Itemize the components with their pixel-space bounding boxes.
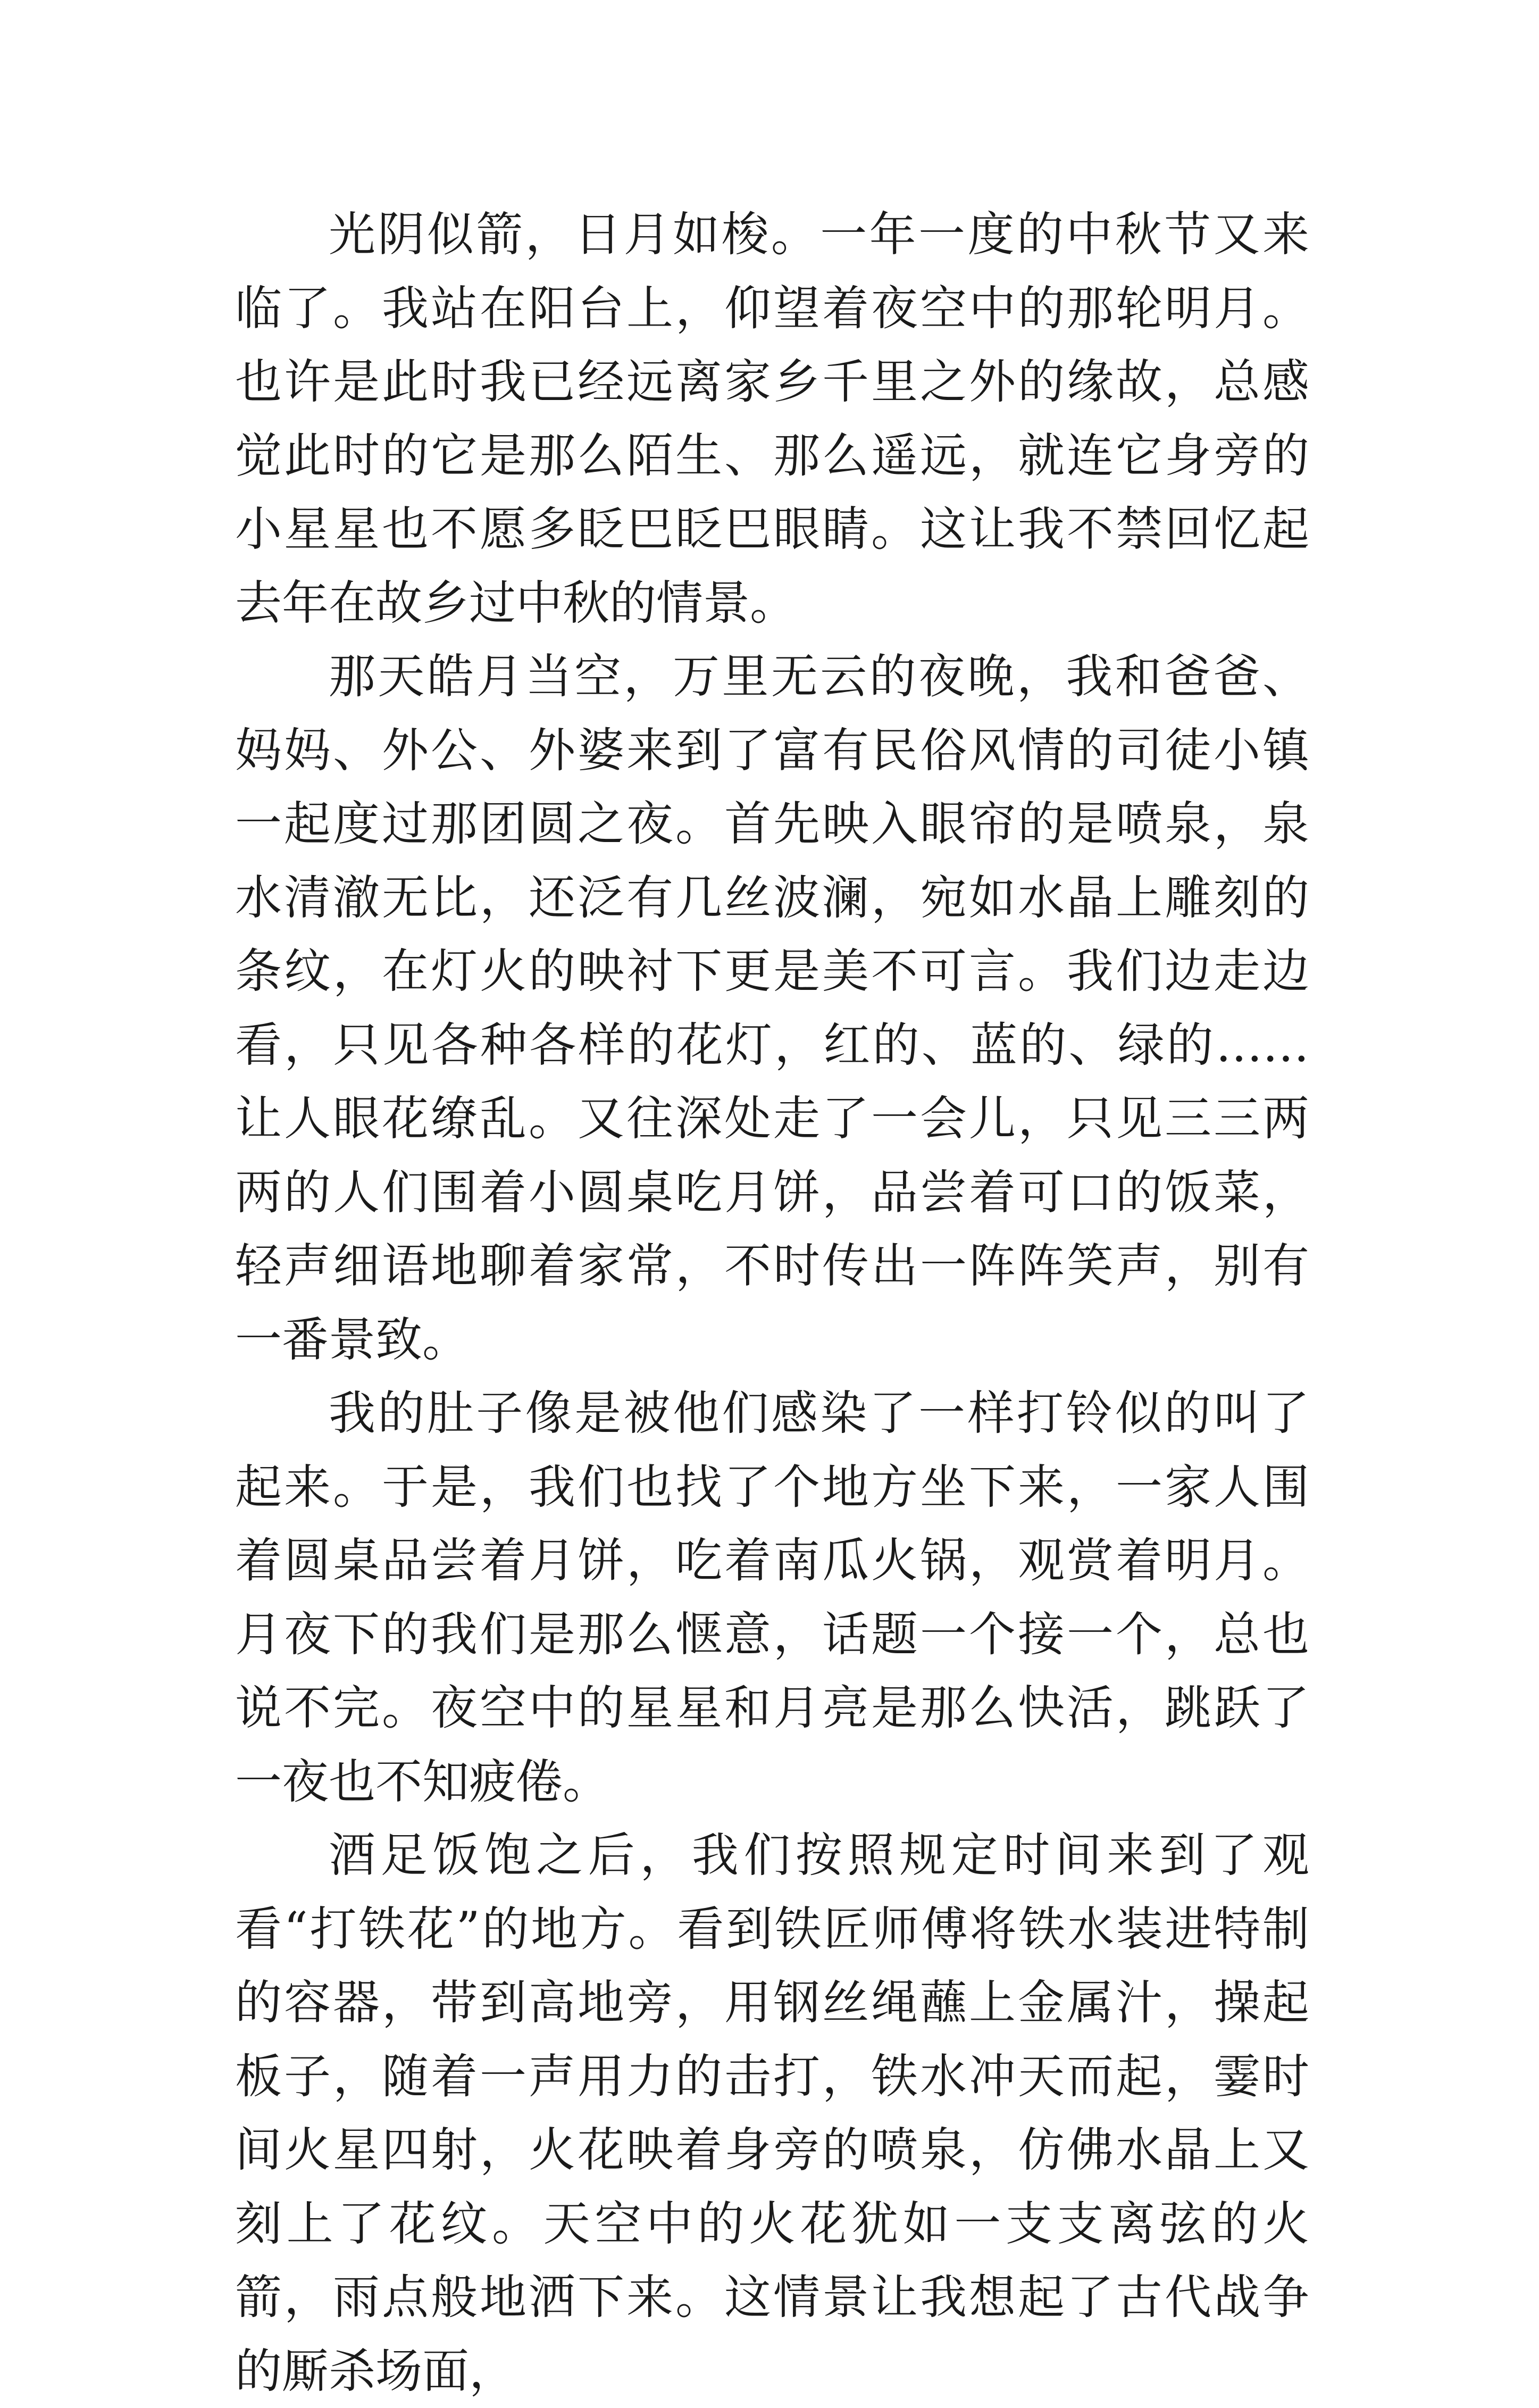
paragraph-4: 酒足饭饱之后，我们按照规定时间来到了观看“打铁花”的地方。看到铁匠师傅将铁水装进特制的容器，带到高地旁，用钢丝绳蘸上金属汁，操起板子，随着一声用力的击打，铁水冲天而起，霎时间火星四射，火花映着身旁的喷泉，仿佛水晶上又刻上了花纹。天空中的火花犹如一支支离弦的火箭，雨点般地洒下来。这情景让我想起了古代战争的厮杀场面， xyxy=(235,1828,1309,2398)
paragraph-1: 光阴似箭，日月如梭。一年一度的中秋节又来临了。我站在阳台上，仰望着夜空中的那轮明月。也许是此时我已经远离家乡千里之外的缘故，总感觉此时的它是那么陌生、那么遥远，就连它身旁的小星星也不愿多眨巴眨巴眼睛。这让我不禁回忆起去年在故乡过中秋的情景。 xyxy=(235,207,1309,630)
paragraph-2: 那天皓月当空，万里无云的夜晚，我和爸爸、妈妈、外公、外婆来到了富有民俗风情的司徒小镇一起度过那团圆之夜。首先映入眼帘的是喷泉，泉水清澈无比，还泛有几丝波澜，宛如水晶上雕刻的条纹，在灯火的映衬下更是美不可言。我们边走边看，只见各种各样的花灯，红的、蓝的、绿的……让人眼花缭乱。又往深处走了一会儿，只见三三两两的人们围着小圆桌吃月饼，品尝着可口的饭菜，轻声细语地聊着家常，不时传出一阵阵笑声，别有一番景致。 xyxy=(235,649,1309,1367)
paragraph-3: 我的肚子像是被他们感染了一样打铃似的叫了起来。于是，我们也找了个地方坐下来，一家人围着圆桌品尝着月饼，吃着南瓜火锅，观赏着明月。月夜下的我们是那么惬意，话题一个接一个，总也说不完。夜空中的星星和月亮是那么快活，跳跃了一夜也不知疲倦。 xyxy=(235,1386,1309,1809)
article-body xyxy=(235,198,1309,2408)
